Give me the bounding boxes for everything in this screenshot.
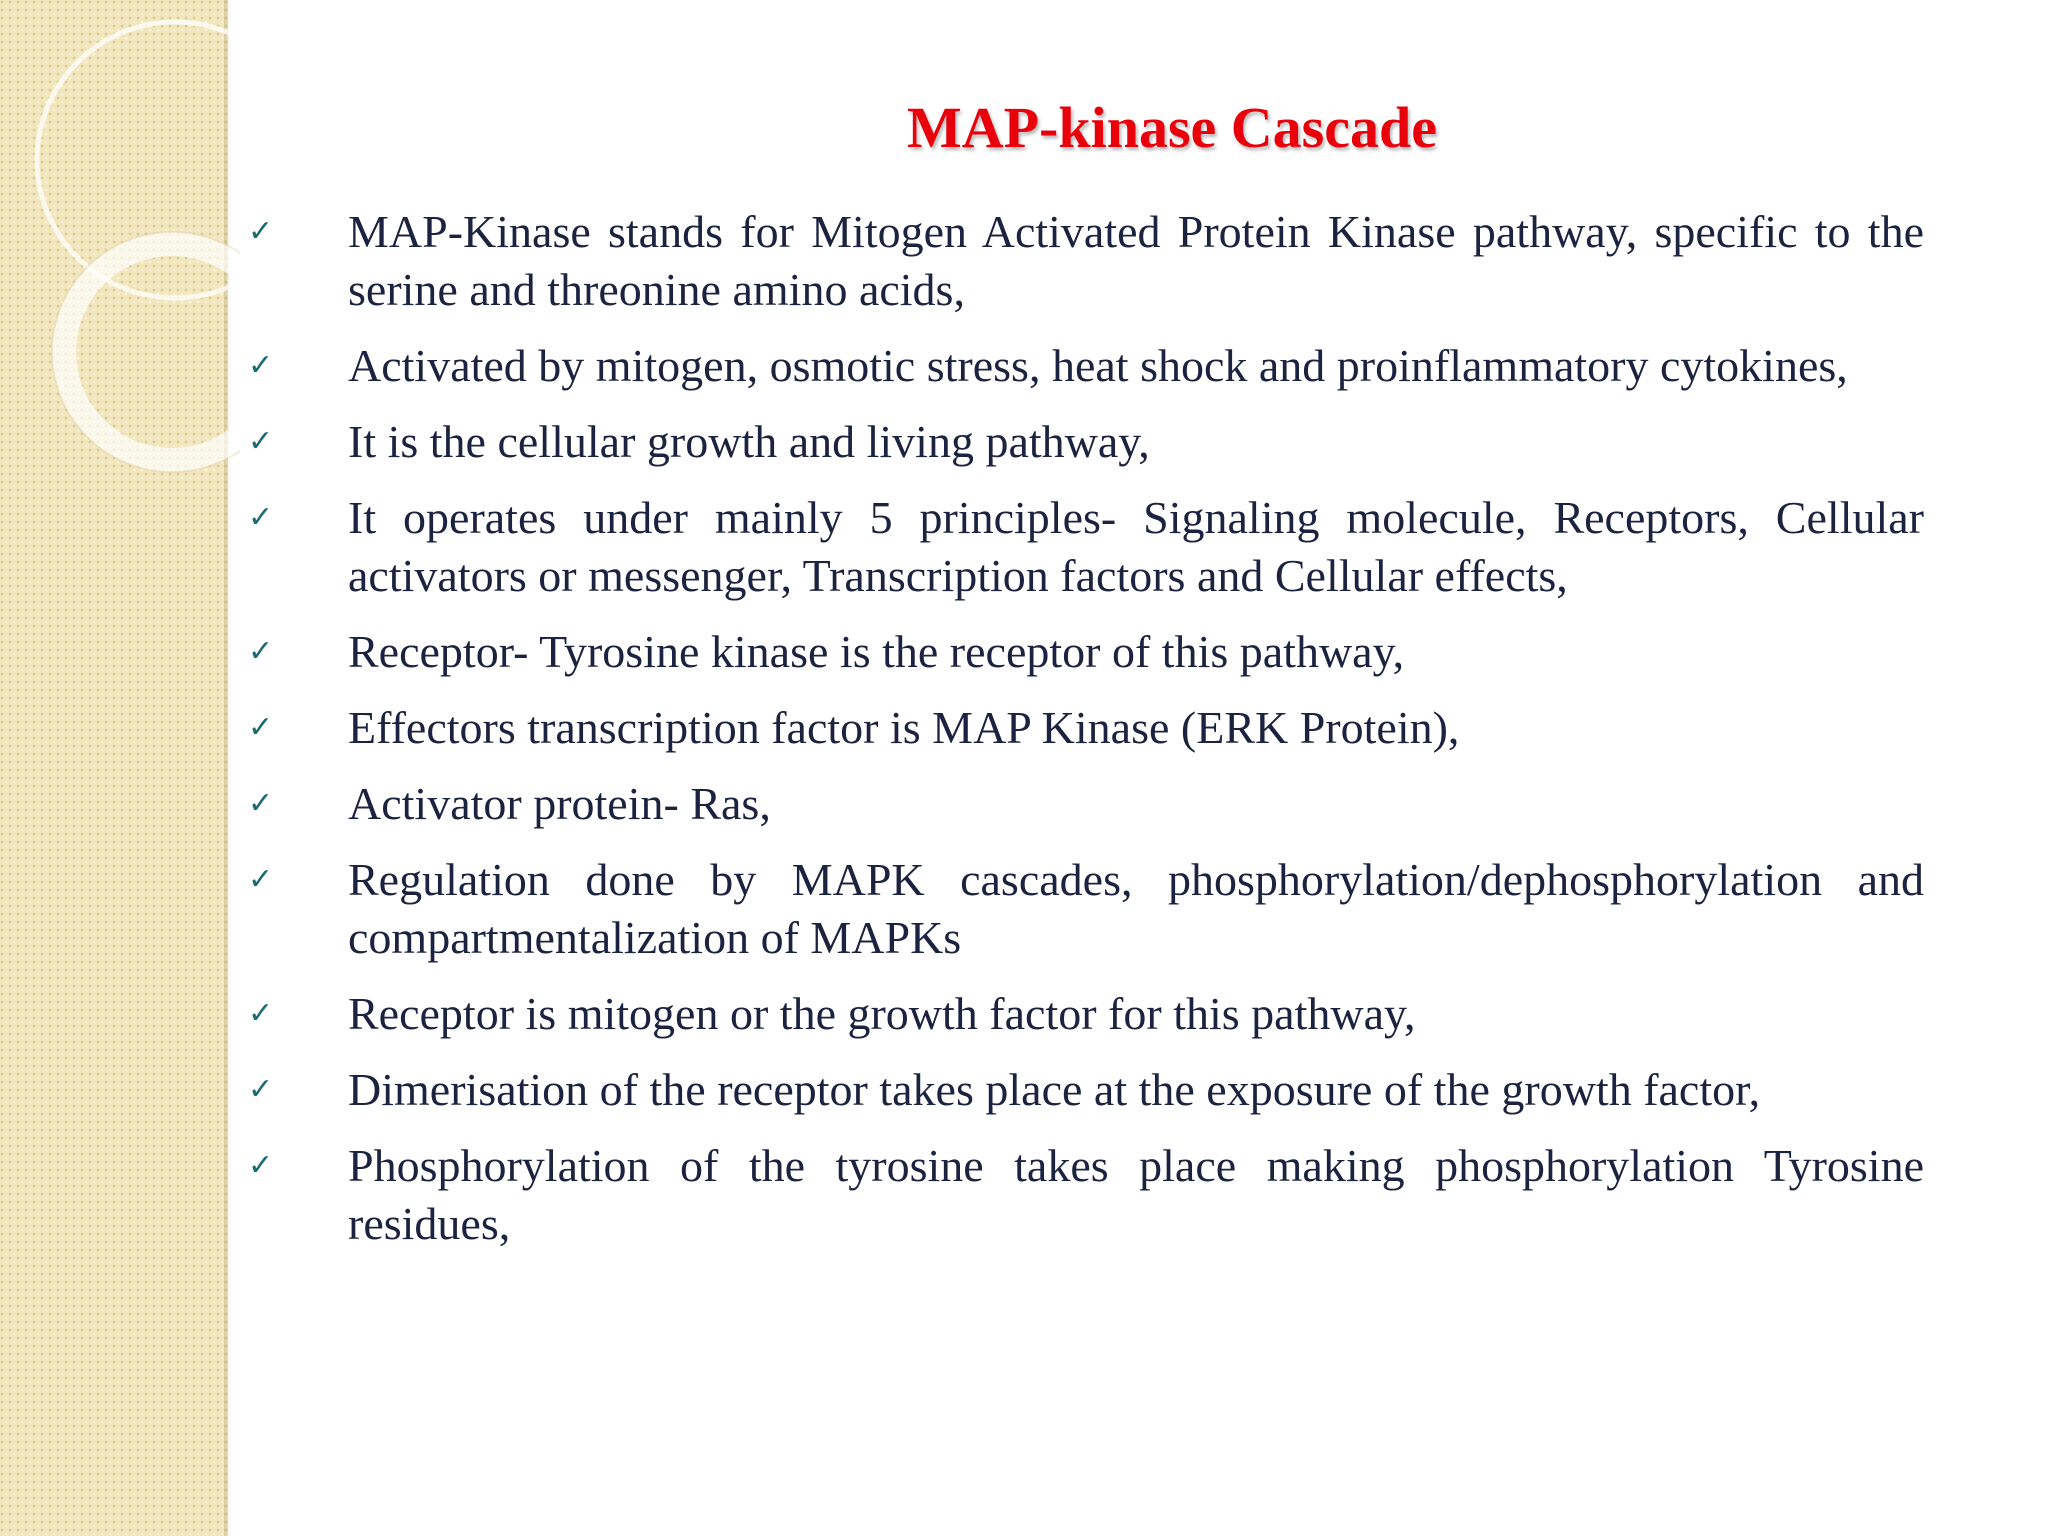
check-mark-icon: ✓ xyxy=(248,710,274,745)
bullet-list xyxy=(248,203,1924,1271)
bullet-text: Phosphorylation of the tyrosine takes place making phosphorylation Tyrosine residues, xyxy=(348,1140,1924,1249)
bullet-text: It operates under mainly 5 principles- Signaling molecule, Receptors, Cellular activators or messenger, Transcription factors and Cellular effects, xyxy=(348,492,1924,601)
bullet-text: Activator protein- Ras, xyxy=(348,778,771,829)
bullet-item xyxy=(248,1061,1924,1119)
bullet-item xyxy=(248,489,1924,605)
check-mark-icon: ✓ xyxy=(248,214,274,249)
thick-ring xyxy=(64,244,240,460)
bullet-item xyxy=(248,775,1924,833)
bullet-text: It is the cellular growth and living pathway, xyxy=(348,416,1150,467)
check-mark-icon: ✓ xyxy=(248,634,274,669)
check-mark-icon: ✓ xyxy=(248,862,274,897)
bullet-text: Regulation done by MAPK cascades, phosphorylation/dephosphorylation and compartmentalization of MAPKs xyxy=(348,854,1924,963)
check-mark-icon: ✓ xyxy=(248,424,274,459)
check-mark-icon: ✓ xyxy=(248,1148,274,1183)
thick-ring-outline xyxy=(52,232,240,472)
bullet-item xyxy=(248,699,1924,757)
check-mark-icon: ✓ xyxy=(248,348,274,383)
bullet-item xyxy=(248,851,1924,967)
check-mark-icon: ✓ xyxy=(248,996,274,1031)
check-mark-icon: ✓ xyxy=(248,500,274,535)
bullet-item xyxy=(248,203,1924,319)
bullet-text: Receptor- Tyrosine kinase is the receptor of this pathway, xyxy=(348,626,1405,677)
bullet-item xyxy=(248,337,1924,395)
decorative-rings xyxy=(0,0,240,520)
bullet-item xyxy=(248,623,1924,681)
bullet-text: Effectors transcription factor is MAP Kinase (ERK Protein), xyxy=(348,702,1460,753)
bullet-item xyxy=(248,985,1924,1043)
bullet-item xyxy=(248,413,1924,471)
bullet-text: MAP-Kinase stands for Mitogen Activated Protein Kinase pathway, specific to the serine and threonine amino acids, xyxy=(348,206,1924,315)
bullet-text: Dimerisation of the receptor takes place at the exposure of the growth factor, xyxy=(348,1064,1761,1115)
bullet-text: Receptor is mitogen or the growth factor for this pathway, xyxy=(348,988,1416,1039)
check-mark-icon: ✓ xyxy=(248,786,274,821)
bullet-item xyxy=(248,1137,1924,1253)
slide-title: MAP-kinase Cascade xyxy=(906,95,1437,160)
bullet-text: Activated by mitogen, osmotic stress, heat shock and proinflammatory cytokines, xyxy=(348,340,1848,391)
check-mark-icon: ✓ xyxy=(248,1072,274,1107)
